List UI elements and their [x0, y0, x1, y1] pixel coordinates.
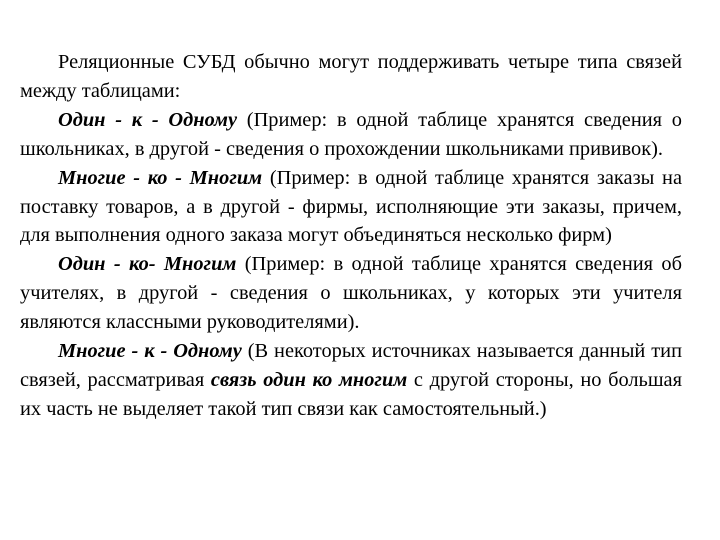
relation-term: Многие - к - Одному [58, 340, 242, 363]
relation-term: Один - к - Одному [58, 108, 238, 131]
relation-description: (Пример: в одной таблице хранятся сведения об учителях, в другой - сведения о школьниках, у которых эти учителя являются классными руководителями). [20, 253, 682, 334]
relation-term: Многие - ко - Многим [58, 166, 263, 189]
body-text [20, 48, 682, 424]
relation-emphasis: связь один ко многим [210, 368, 408, 391]
relation-many-to-one [20, 337, 682, 424]
relation-one-to-many [20, 250, 682, 337]
relation-description-end: с другой стороны, но большая их часть не выделяет такой тип связи как самостоятельный.) [20, 368, 682, 420]
relation-term: Один - ко- Многим [58, 253, 237, 276]
relation-description: (Пример: в одной таблице хранятся заказы на поставку товаров, а в другой - фирмы, исполняющие эти заказы, причем, для выполнения одного заказа могут объединяться несколько фирм) [20, 166, 682, 247]
relation-description: (Пример: в одной таблице хранятся сведения о школьниках, в другой - сведения о прохождении школьниками прививок). [20, 108, 682, 160]
relation-many-to-many [20, 164, 682, 251]
relation-one-to-one [20, 106, 682, 164]
relation-description: (В некоторых источниках называется данный тип связей, рассматривая [20, 340, 682, 391]
intro-paragraph: Реляционные СУБД обычно могут поддерживать четыре типа связей между таблицами: [20, 51, 682, 102]
